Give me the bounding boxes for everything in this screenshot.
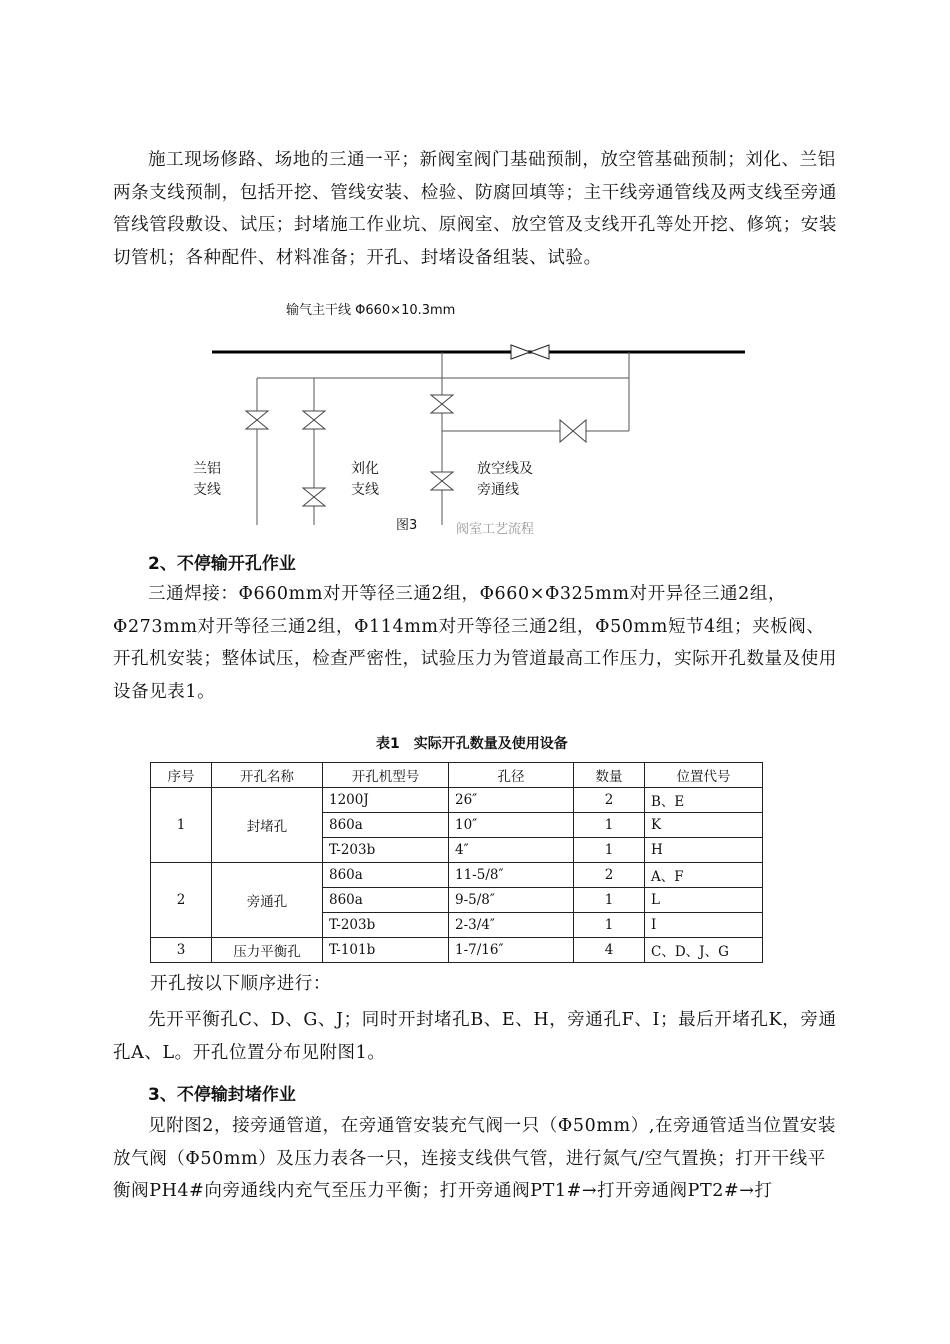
section-2-paragraph: 三通焊接：Φ660mm对开等径三通2组，Φ660×Φ325mm对开异径三通2组，Φ273mm对开等径三通2组，Φ114mm对开等径三通2组，Φ50mm短节4组；夹板阀、开孔机安装；整体试压，检查严密性，试验压力为管道最高工作压力，实际开孔数量及使用设备见表1。 [113,584,837,702]
cell-qty: 4 [574,938,645,963]
section-3-paragraph: 见附图2，接旁通管道，在旁通管安装充气阀一只（Φ50mm）,在旁通管适当位置安装放气阀（Φ50mm）及压力表各一只，连接支线供气管，进行氮气/空气置换；打开干线平衡阀PH4#向旁通线内充气至压力平衡；打开旁通阀PT1#→打开旁通阀PT2#→打 [113,1116,836,1201]
table-header-row [151,763,763,788]
header-cell: 数量 [574,763,645,788]
branch-lanlv-label: 兰铝 [193,461,221,477]
section-3-heading: 3、不停输封堵作业 [148,1085,296,1105]
cell-size: 11-5/8″ [449,863,574,888]
cell-pos: K [645,813,763,838]
cell-size: 26″ [449,788,574,813]
section-2-heading: 2、不停输开孔作业 [148,554,296,574]
intro-paragraph: 施工现场修路、场地的三通一平；新阀室阀门基础预制，放空管基础预制；刘化、兰铝两条支线预制，包括开挖、管线安装、检验、防腐回填等；主干线旁通管线及两支线至旁通管线管段敷设、试压；封堵施工作业坑、原阀室、放空管及支线开孔等处开挖、修筑；安装切管机；各种配件、材料准备；开孔、封堵设备组装、试验。 [113,150,837,268]
valve-icon [246,411,268,429]
cell-size: 9-5/8″ [449,888,574,913]
table-row [151,938,763,963]
cell-size: 1-7/16″ [449,938,574,963]
cell-model: T-101b [323,938,449,963]
main-line-label: 输气主干线 Φ660×10.3mm [286,303,456,318]
branch-liuhua-label: 支线 [351,482,379,498]
valve-icon [431,472,453,490]
cell-no: 1 [151,788,212,863]
cell-size: 4″ [449,838,574,863]
cell-size: 10″ [449,813,574,838]
cell-size: 2-3/4″ [449,913,574,938]
cell-model: 1200J [323,788,449,813]
table-row [151,863,763,888]
sequence-paragraph: 先开平衡孔C、D、G、J；同时开封堵孔B、E、H，旁通孔F、I；最后开堵孔K，旁通孔A、L。开孔位置分布见附图1。 [113,1010,837,1063]
table-caption: 表1 实际开孔数量及使用设备 [376,736,568,752]
bypass-valve-icon [560,420,586,442]
cell-name: 封堵孔 [212,788,323,863]
cell-qty: 1 [574,888,645,913]
cell-qty: 1 [574,838,645,863]
valve-icon [303,411,325,429]
cell-qty: 1 [574,813,645,838]
vent-bypass-label: 放空线及 [477,461,533,477]
table-row [151,788,763,813]
header-cell: 开孔名称 [212,763,323,788]
header-cell: 位置代号 [645,763,763,788]
valve-room-process-diagram [180,295,780,535]
cell-model: 860a [323,888,449,913]
cell-pos: C、D、J、G [645,938,763,963]
cell-pos: H [645,838,763,863]
vent-bypass-label: 旁通线 [477,482,519,498]
sequence-intro: 开孔按以下顺序进行： [150,974,331,994]
branch-lanlv-label: 支线 [193,482,221,498]
cell-qty: 2 [574,863,645,888]
cell-model: 860a [323,863,449,888]
cell-model: 860a [323,813,449,838]
branch-liuhua-label: 刘化 [351,461,379,477]
cell-name: 压力平衡孔 [212,938,323,963]
cell-model: T-203b [323,913,449,938]
cell-name: 旁通孔 [212,863,323,938]
header-cell: 序号 [151,763,212,788]
cell-pos: I [645,913,763,938]
cell-pos: A、F [645,863,763,888]
cell-pos: B、E [645,788,763,813]
figure-caption-number: 图3 [396,518,418,533]
cell-no: 3 [151,938,212,963]
header-cell: 开孔机型号 [323,763,449,788]
valve-icon [303,488,325,506]
cell-qty: 1 [574,913,645,938]
holes-table [150,762,763,963]
cell-no: 2 [151,863,212,938]
cell-pos: L [645,888,763,913]
cell-model: T-203b [323,838,449,863]
header-cell: 孔径 [449,763,574,788]
cell-qty: 2 [574,788,645,813]
main-valve-icon [511,345,549,359]
valve-icon [431,395,453,413]
